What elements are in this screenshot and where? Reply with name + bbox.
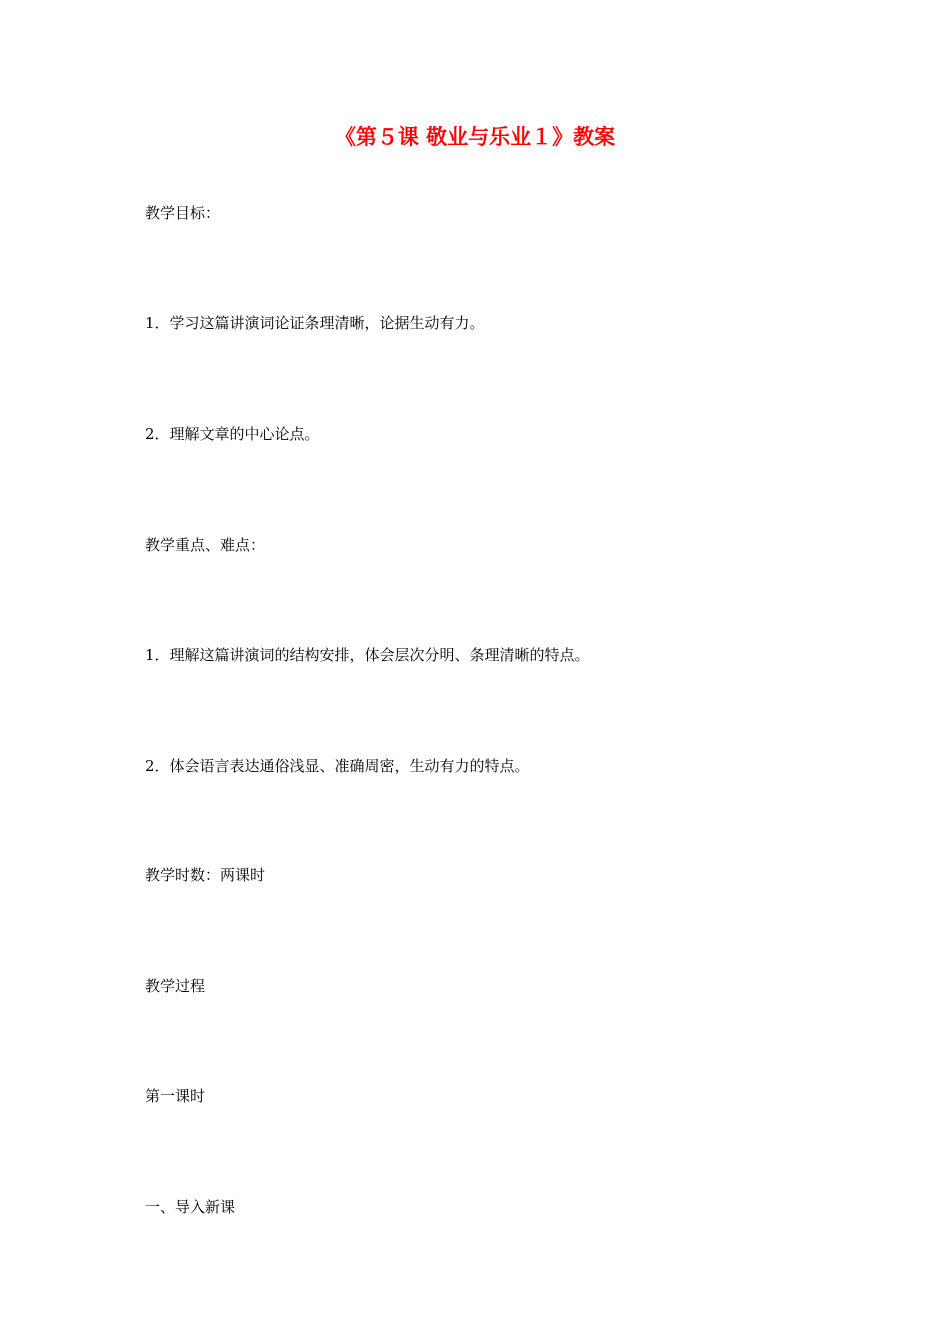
lesson-one-heading: 第一课时 [145,1087,206,1105]
section-heading-key-points: 教学重点、难点： [145,536,266,554]
section-heading-process: 教学过程 [145,977,206,995]
teaching-hours: 教学时数：两课时 [145,866,266,884]
document-title: 《第５课 敬业与乐业１》教案 [334,124,616,149]
objective-item-2: 2．理解文章的中心论点。 [145,425,320,443]
objective-item-1: 1．学习这篇讲演词论证条理清晰，论据生动有力。 [145,314,485,332]
key-point-item-2: 2．体会语言表达通俗浅显、准确周密，生动有力的特点。 [145,757,530,775]
step-one-heading: 一、导入新课 [145,1198,236,1216]
key-point-item-1: 1．理解这篇讲演词的结构安排，体会层次分明、条理清晰的特点。 [145,646,590,664]
section-heading-objectives: 教学目标： [145,204,221,222]
